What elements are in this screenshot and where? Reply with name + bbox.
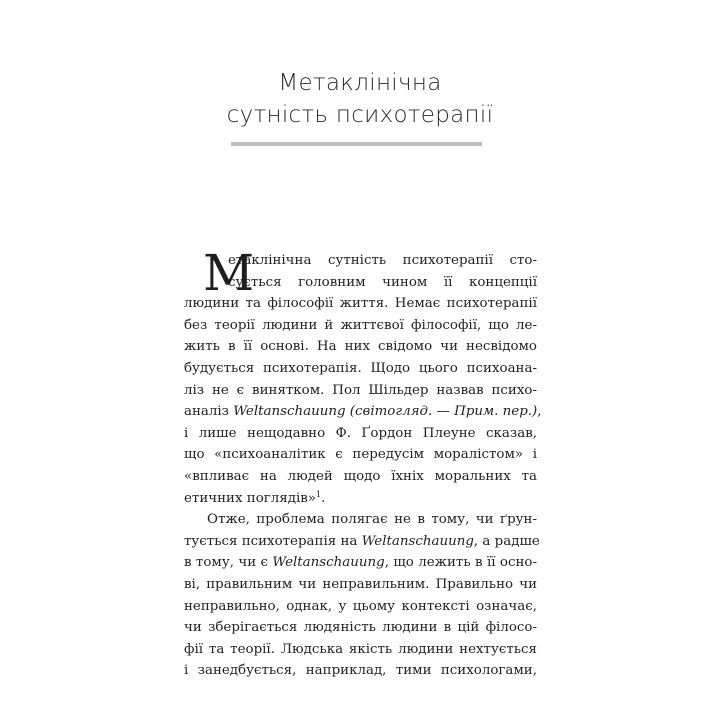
- text-line: будується психотерапія. Щодо цього психоана-: [184, 360, 537, 376]
- text-line: неправильно, однак, у цьому контексті означає,: [184, 598, 537, 614]
- text-line: [184, 488, 537, 510]
- text-line: Отже, проблема полягає не в тому, чи ґрун-: [207, 512, 537, 528]
- text-line: [184, 531, 540, 553]
- footnote-reference[interactable]: 1: [315, 489, 322, 499]
- text-line: що «психоаналітик є передусім моралістом» і: [184, 447, 537, 463]
- drop-cap: М: [203, 244, 255, 302]
- text-line: ліз не є винятком. Пол Шільдер назвав психо-: [184, 382, 537, 398]
- italic-term: Weltanschauung (світогляд. — Прим. пер.): [233, 404, 538, 420]
- text-line: і занедбується, наприклад, тими психологами,: [184, 663, 537, 679]
- text-line: жить в її основі. На них свідомо чи несвідомо: [184, 339, 537, 355]
- text-line: і лише нещодавно Ф. Ґордон Плеуне сказав,: [184, 425, 537, 441]
- text-line: сується головним чином її концепції: [228, 274, 537, 290]
- text-fragment: .: [321, 490, 326, 506]
- text-line: етаклінічна сутність психотерапії сто-: [228, 253, 537, 268]
- text-fragment: тується психотерапія на: [184, 533, 362, 549]
- text-line: людини та філософії життя. Немає психотерапії: [184, 296, 537, 312]
- text-fragment: аналіз: [184, 404, 234, 420]
- text-fragment: ,: [537, 404, 542, 420]
- text-line: фії та теорії. Людська якість людини нехтується: [184, 641, 537, 657]
- text-fragment: , а радше: [473, 533, 540, 549]
- chapter-title-line-2: сутність психотерапії: [226, 102, 494, 128]
- title-underline-rule: [231, 142, 482, 146]
- text-line: «впливає на людей щодо їхніх моральних та: [184, 468, 537, 484]
- body-text: [184, 244, 542, 682]
- text-fragment: етичних поглядів»: [184, 490, 316, 506]
- text-line: без теорії людини й життєвої філософії, що ле-: [184, 317, 537, 333]
- text-line: чи зберігається людяність людини в цій філосо-: [184, 620, 537, 636]
- chapter-title: [0, 67, 720, 131]
- text-line: ві, правильним чи неправильним. Правильно чи: [184, 576, 537, 592]
- text-fragment: в тому, чи є: [184, 555, 273, 571]
- chapter-title-line-1: Метаклінічна: [278, 70, 442, 96]
- italic-term: Weltanschauung: [361, 533, 474, 549]
- italic-term: Weltanschauung: [272, 555, 385, 571]
- text-line: [184, 552, 537, 574]
- text-line: [184, 401, 542, 423]
- text-fragment: , що лежить в її осно-: [384, 555, 537, 571]
